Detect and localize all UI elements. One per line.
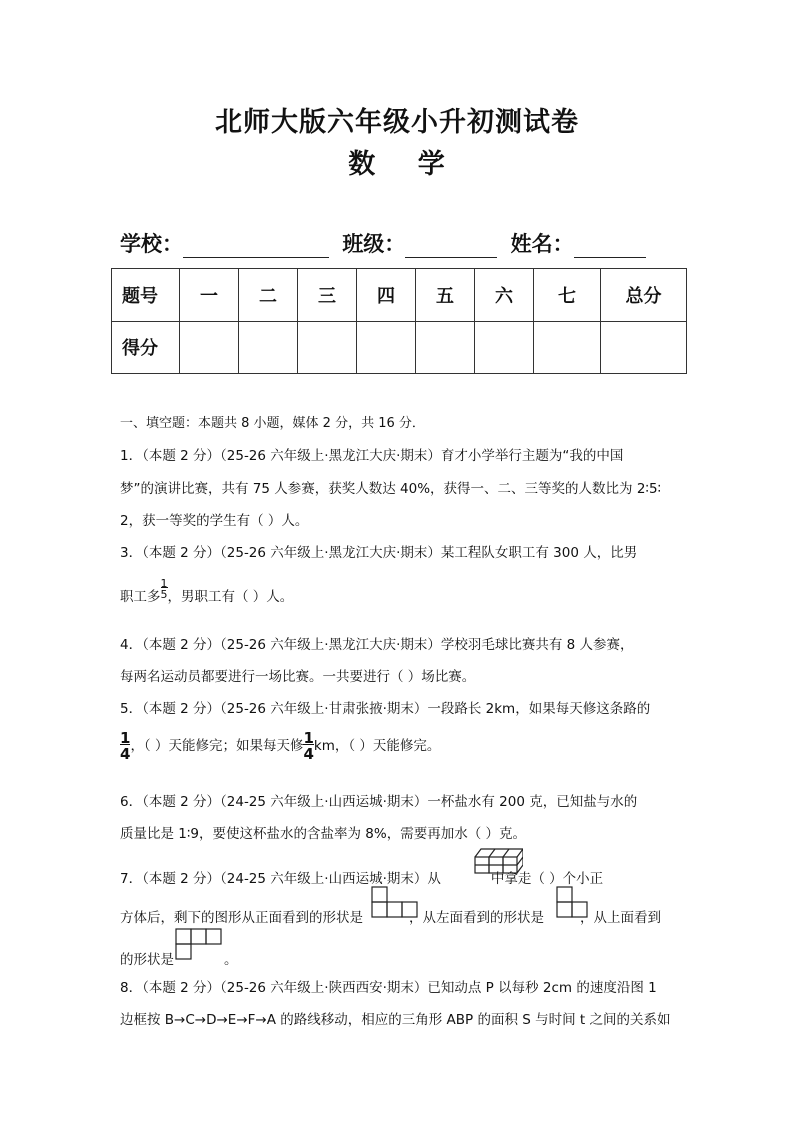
question-1-line-3: 2，获一等奖的学生有（ ）人。 — [120, 513, 309, 529]
question-1-line-1: 1．（本题 2 分）（25-26 六年级上·黑龙江大庆·期末）育才小学举行主题为“我的中国 — [120, 448, 624, 464]
section-heading: 一、填空题：本题共 8 小题，媒体 2 分，共 16 分． — [120, 416, 425, 431]
q3-text-b: ，男职工有（ ）人。 — [167, 589, 294, 605]
score-row-label: 得分 — [112, 321, 180, 374]
score-table-header-row — [112, 269, 687, 322]
page-subtitle: 数 学 — [348, 149, 446, 180]
question-5-line-1: 5．（本题 2 分）（25-26 六年级上·甘肃张掖·期末）一段路长 2km，如果每天修这条路的 — [120, 701, 651, 717]
score-cell: 六 — [475, 269, 534, 322]
student-info-line — [120, 228, 646, 258]
question-1-line-2: 梦”的演讲比赛，共有 75 人参赛，获奖人数达 40%，获得一、二、三等奖的人数比为 2∶5∶ — [120, 481, 662, 497]
q5-frac1-den: 4 — [120, 745, 131, 763]
question-4-line-2: 每两名运动员都要进行一场比赛。一共要进行（ ）场比赛。 — [120, 669, 476, 685]
question-4-line-1: 4．（本题 2 分）（25-26 六年级上·黑龙江大庆·期末）学校羽毛球比赛共有 8 人参赛， — [120, 637, 634, 653]
page-title: 北师大版六年级小升初测试卷 — [215, 107, 579, 138]
score-cell: 总分 — [601, 269, 687, 322]
score-entry-cell[interactable] — [475, 321, 534, 374]
q5-fraction-1 — [120, 730, 130, 762]
question-8-line-1: 8．（本题 2 分）（25-26 六年级上·陕西西安·期末）已知动点 P 以每秒 2cm 的速度沿图 1 — [120, 980, 657, 996]
score-cell: 七 — [534, 269, 601, 322]
score-cell: 题号 — [112, 269, 180, 322]
q5-frac1-num: 1 — [120, 729, 131, 747]
question-5-line-2 — [120, 730, 440, 762]
q7-text-g: 。 — [224, 952, 238, 968]
cube-stack-icon — [473, 843, 523, 877]
q5-fraction-2 — [303, 730, 313, 762]
name-blank — [574, 235, 646, 258]
score-cell: 四 — [357, 269, 416, 322]
score-entry-cell[interactable] — [357, 321, 416, 374]
q3-frac-den: 5 — [160, 588, 168, 601]
score-cell: 五 — [416, 269, 475, 322]
question-3-line-1: 3．（本题 2 分）（25-26 六年级上·黑龙江大庆·期末）某工程队女职工有 300 人，比男 — [120, 545, 638, 561]
score-table-score-row — [112, 321, 687, 374]
score-entry-cell[interactable] — [416, 321, 475, 374]
q5-frac2-den: 4 — [303, 745, 314, 763]
question-3-line-2 — [120, 578, 293, 605]
q5-frac2-num: 1 — [303, 729, 314, 747]
score-cell: 一 — [180, 269, 239, 322]
score-entry-cell[interactable] — [601, 321, 687, 374]
q3-fraction — [161, 578, 168, 600]
q7-text-e: ，从上面看到 — [580, 910, 661, 926]
left-view-shape-icon — [556, 886, 592, 918]
school-blank — [183, 235, 329, 258]
class-label: 班级： — [342, 231, 406, 256]
class-blank — [405, 235, 497, 258]
question-7-line-1 — [120, 867, 603, 887]
front-view-shape-icon — [371, 886, 419, 918]
q7-text-c: 方体后，剩下的图形从正面看到的形状是 — [120, 910, 363, 926]
top-view-shape-icon — [175, 928, 225, 962]
q5-text-b: km，（ ）天能修完。 — [313, 738, 441, 754]
school-label: 学校： — [120, 231, 183, 256]
q5-text-a: ，（ ）天能修完；如果每天修 — [130, 738, 304, 754]
q3-text-a: 职工多 — [120, 589, 161, 605]
q7-text-a: 7．（本题 2 分）（24-25 六年级上·山西运城·期末）从 — [120, 871, 441, 887]
q3-frac-num: 1 — [160, 577, 168, 590]
question-6-line-2: 质量比是 1∶9，要使这杯盐水的含盐率为 8%，需要再加水（ ）克。 — [120, 826, 526, 842]
question-6-line-1: 6．（本题 2 分）（24-25 六年级上·山西运城·期末）一杯盐水有 200 克，已知盐与水的 — [120, 794, 638, 810]
score-entry-cell[interactable] — [534, 321, 601, 374]
score-entry-cell[interactable] — [239, 321, 298, 374]
question-8-line-2: 边框按 B→C→D→E→F→A 的路线移动，相应的三角形 ABP 的面积 S 与时间 t 之间的关系如 — [120, 1012, 671, 1028]
score-cell: 三 — [298, 269, 357, 322]
q7-text-d: ，从左面看到的形状是 — [409, 910, 544, 926]
name-label: 姓名： — [510, 231, 574, 256]
score-entry-cell[interactable] — [298, 321, 357, 374]
score-entry-cell[interactable] — [180, 321, 239, 374]
score-cell: 二 — [239, 269, 298, 322]
score-table — [111, 268, 687, 374]
q7-text-b: 中拿走（ ）个小正 — [490, 871, 604, 887]
q7-text-f: 的形状是 — [120, 952, 174, 968]
